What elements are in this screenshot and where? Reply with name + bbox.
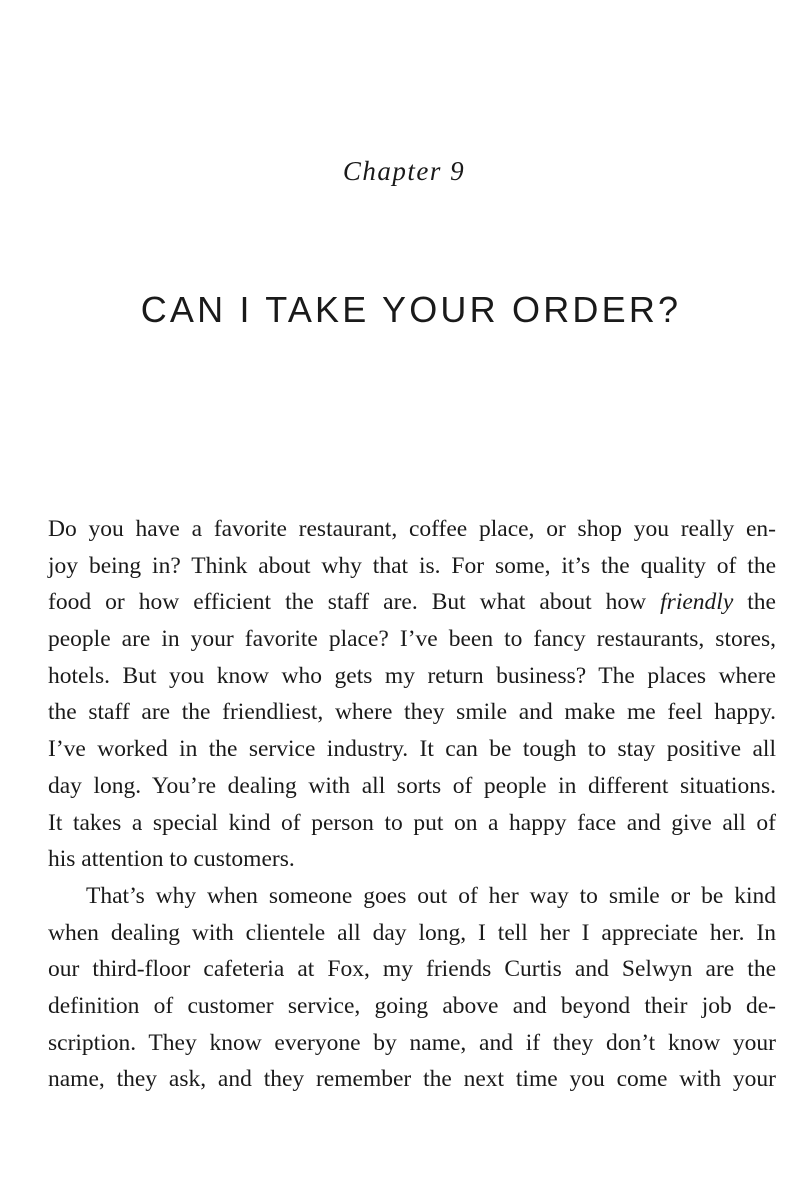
chapter-title: CAN I TAKE YOUR ORDER? [140,289,682,330]
text-segment: food or how efficient the staff are. But what about how [48,589,661,616]
paragraph-1 [48,511,776,878]
text-line: name, they ask, and they remember the next time you come with your [48,1066,776,1093]
text-line: the staff are the friendliest, where they smile and make me feel happy. [48,699,776,726]
text-line: That’s why when someone goes out of her way to smile or be kind [86,882,776,909]
text-line: his attention to customers. [48,846,295,873]
text-line: when dealing with clientele all day long, I tell her I appreciate her. In [48,919,776,946]
paragraph-2 [48,878,776,1098]
text-line: people are in your favorite place? I’ve been to fancy restaurants, stores, [48,626,776,653]
text-line: day long. You’re dealing with all sorts of people in different situations. [48,772,776,799]
text-line: hotels. But you know who gets my return business? The places where [48,662,776,689]
emphasized-word: friendly [660,589,734,616]
chapter-number: Chapter 9 [342,156,466,186]
text-line: Do you have a favorite restaurant, coffee place, or shop you really en- [48,516,776,542]
text-line: definition of customer service, going above and beyond their job de- [48,992,776,1019]
text-line [48,584,776,621]
text-line: joy being in? Think about why that is. For some, it’s the quality of the [48,552,776,579]
text-line: scription. They know everyone by name, and if they don’t know your [48,1029,776,1056]
text-line: our third-floor cafeteria at Fox, my friends Curtis and Selwyn are the [48,956,776,983]
text-segment: the [733,589,776,616]
text-line: It takes a special kind of person to put on a happy face and give all of [48,809,776,836]
text-line: I’ve worked in the service industry. It can be tough to stay positive all [48,736,776,763]
chapter-body [48,511,776,1098]
